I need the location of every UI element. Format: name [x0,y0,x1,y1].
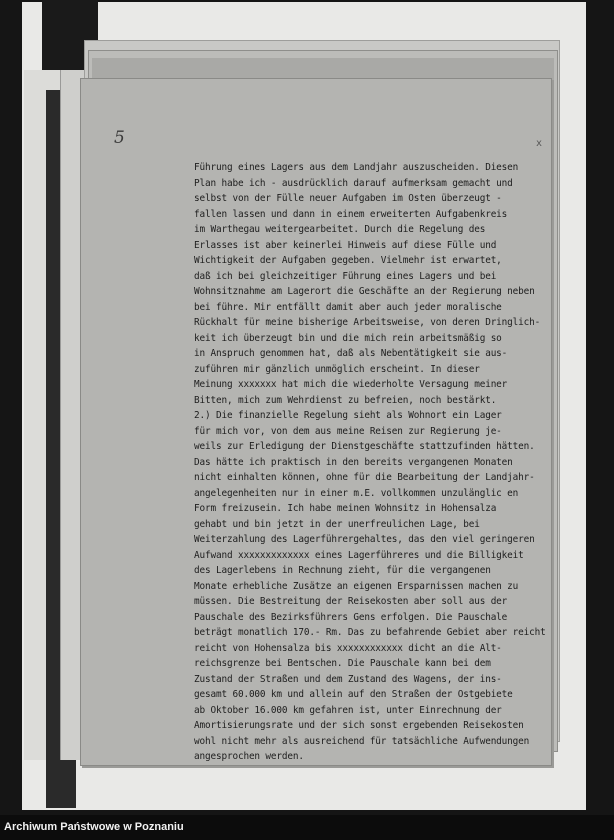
text-line: keit ich überzeugt bin und die mich rein arbeitsmäßig so [194,332,502,344]
text-line: ab Oktober 16.000 km gefahren ist, unter Einrechnung der [194,704,502,716]
text-line: des Lagerlebens in Rechnung zieht, für die vergangenen [194,565,491,576]
text-line: gesamt 60.000 km und allein auf den Straßen der Ostgebiete [194,689,513,700]
text-line: Erlasses ist aber keinerlei Hinweis auf diese Fülle und [194,239,497,251]
text-line: bei führe. Mir entfällt damit aber auch jeder moralische [194,301,502,313]
text-line: Meinung xxxxxxx hat mich die wiederholte Versagung meiner [194,379,508,390]
text-line: Wohnsitznahme am Lagerort die Geschäfte an der Regierung neben [194,286,535,297]
text-line: müssen. Die Bestreitung der Reisekosten aber soll aus der [194,596,508,607]
archive-name: Archiwum Państwowe w Poznaniu [4,821,184,833]
text-line: weils zur Erledigung der Dienstgeschäfte stattzufinden hätten. [194,441,535,452]
text-line: fallen lassen und dann in einem erweiterten Aufgabenkreis [194,208,508,220]
text-line: angesprochen werden. [194,751,304,762]
text-line: nicht einhalten können, ohne für die Bearbeitung der Landjahr- [194,472,535,483]
text-line: Führung eines Lagers aus dem Landjahr auszuscheiden. Diesen [194,162,519,173]
text-line: reichsgrenze bei Bentschen. Die Pauschale kann bei dem [194,658,491,669]
text-line: beträgt monatlich 170.- Rm. Das zu befahrende Gebiet aber reicht [194,627,546,638]
text-line: Rückhalt für meine bisherige Arbeitsweise, von deren Dringlich- [194,317,541,328]
text-line: Zustand der Straßen und dem Zustand des Wagens, der ins- [194,673,502,685]
text-line: selbst von der Fülle neuer Aufgaben im Osten überzeugt - [194,193,502,204]
text-line: 2.) Die finanzielle Regelung sieht als Wohnort ein Lager [194,410,502,421]
text-line: Plan habe ich - ausdrücklich darauf aufmerksam gemacht und [194,177,513,189]
text-line: Aufwand xxxxxxxxxxxxx eines Lagerführeres und die Billigkeit [194,549,524,561]
corner-mark: x [536,138,543,149]
text-line: wohl nicht mehr als ausreichend für tatsächliche Aufwendungen [194,735,530,747]
text-line: in Anspruch genommen hat, daß als Nebentätigkeit sie aus- [194,348,508,359]
text-line: Weiterzahlung des Lagerführergehaltes, das den viel geringeren [194,534,535,545]
text-line: reicht von Hohensalza bis xxxxxxxxxxxx dicht an die Alt- [194,642,502,654]
text-line: Pauschale des Bezirksführers Gens erfolgen. Die Pauschale [194,611,508,623]
text-line: gehabt und bin jetzt in der unerfreulichen Lage, bei [194,518,480,530]
text-line: Bitten, mich zum Wehrdienst zu befreien, noch bestärkt. [194,394,497,406]
text-line: Form freizusein. Ich habe meinen Wohnsitz in Hohensalza [194,503,497,514]
footer-bar [0,815,614,840]
text-line: zuführen mir gänzlich unmöglich erscheint. In dieser [194,363,480,375]
text-line: für mich vor, von dem aus meine Reisen zur Regierung je- [194,425,502,437]
text-line: Wichtigkeit der Aufgaben gegeben. Vielmehr ist erwartet, [194,255,502,266]
page-number: 5 [114,128,125,148]
text-line: Monate erhebliche Zusätze an eigenen Ersparnissen machen zu [194,580,519,592]
text-line: Amortisierungsrate und der sich sonst ergebenden Reisekosten [194,720,524,731]
text-line: Das hätte ich praktisch in den bereits vergangenen Monaten [194,456,513,468]
typewritten-text [194,160,546,765]
text-line: im Warthegau weitergearbeitet. Durch die Regelung des [194,224,486,235]
text-line: daß ich bei gleichzeitiger Führung eines Lagers und bei [194,270,497,282]
text-line: angelegenheiten nur in einer m.E. vollkommen unzulänglic en [194,487,519,499]
